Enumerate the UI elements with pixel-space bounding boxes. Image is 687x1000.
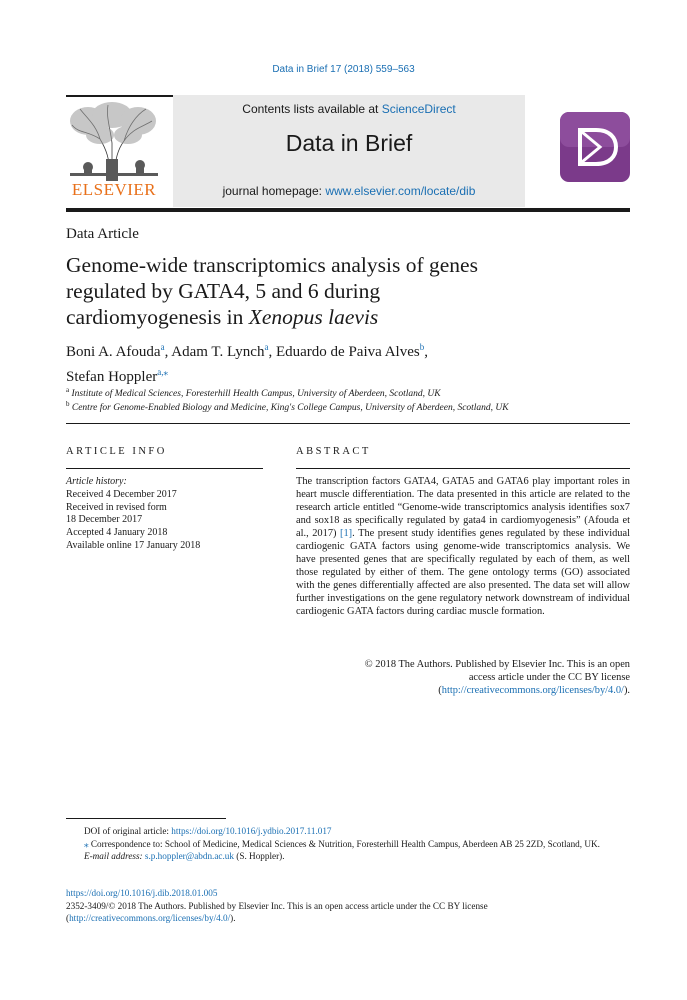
email-link[interactable]: s.p.hoppler@abdn.ac.uk xyxy=(144,851,234,862)
footnote-rule xyxy=(66,818,226,819)
copyright-line-2: access article under the CC BY license xyxy=(468,672,630,684)
license-close: ). xyxy=(623,685,630,697)
sciencedirect-link[interactable]: ScienceDirect xyxy=(381,102,456,116)
affiliation-text: Centre for Genome-Enabled Biology and Medicine, King's College Campus, University of Aberdeen, Scotland, UK xyxy=(71,403,509,414)
affiliation-mark[interactable]: a xyxy=(264,342,269,352)
original-article-doi xyxy=(66,825,630,838)
bottom-license-link[interactable]: http://creativecommons.org/licenses/by/4.0/ xyxy=(69,913,231,924)
affiliation-b xyxy=(66,400,509,413)
affiliation-letter: b xyxy=(66,400,70,408)
journal-citation[interactable]: Data in Brief 17 (2018) 559–563 xyxy=(272,64,415,75)
article-info-rule xyxy=(66,468,263,469)
copyright-line-3 xyxy=(296,684,630,697)
title-line-3-plain: cardiomyogenesis in xyxy=(66,305,249,329)
author-name: Eduardo de Paiva Alves xyxy=(275,344,420,360)
license-open: ( xyxy=(438,685,442,697)
journal-title: Data in Brief xyxy=(285,130,413,156)
history-line: Accepted 4 January 2018 xyxy=(66,527,168,539)
article-doi-link[interactable]: https://doi.org/10.1016/j.dib.2018.01.005 xyxy=(66,888,218,898)
article-info-heading: ARTICLE INFO xyxy=(66,446,167,457)
title-line-2: regulated by GATA4, 5 and 6 during xyxy=(66,279,381,303)
title-line-1: Genome-wide transcriptomics analysis of genes xyxy=(66,253,478,277)
contents-availability xyxy=(173,102,525,116)
title-line-3 xyxy=(66,304,606,330)
author-name: Stefan Hoppler xyxy=(66,369,158,385)
abstract-rule xyxy=(296,468,630,469)
header-bottom-rule xyxy=(66,208,630,212)
history-title: Article history: xyxy=(66,476,127,487)
affiliation-mark[interactable]: a xyxy=(160,342,165,352)
affiliation-text: Institute of Medical Sciences, Foresterhill Health Campus, University of Aberdeen, Scotland, UK xyxy=(71,389,441,400)
license-link[interactable]: http://creativecommons.org/licenses/by/4.0/ xyxy=(441,685,624,697)
history-line: Received in revised form xyxy=(66,501,167,513)
abstract-body xyxy=(296,475,630,619)
email-label: E-mail address: xyxy=(84,851,145,862)
correspondence-mark: ⁎ xyxy=(84,838,89,849)
reference-link[interactable]: [1] xyxy=(340,528,353,540)
species-name: Xenopus laevis xyxy=(248,305,379,329)
contents-prefix: Contents lists available at xyxy=(242,102,382,116)
author-name: Adam T. Lynch xyxy=(171,344,265,360)
doi-label: DOI of original article: xyxy=(84,826,172,836)
article-title xyxy=(66,252,606,330)
affiliation-mark[interactable]: b xyxy=(419,342,425,352)
article-type: Data Article xyxy=(66,226,139,242)
bottom-license-line xyxy=(66,912,630,925)
correspondence-text: Correspondence to: School of Medicine, Medical Sciences & Nutrition, Foresterhill Health Campus, Aberdeen AB 25 2ZD, Scotland, UK. xyxy=(88,838,600,849)
author-name: Boni A. Afouda xyxy=(66,344,161,360)
history-line: Available online 17 January 2018 xyxy=(66,539,201,551)
journal-homepage xyxy=(173,184,525,198)
abstract-text-2: . The present study identifies genes regulated by these individual cardiogenic GATA factors using genome-wide transcriptomics analysis. We have presented genes that are specifically regulated by each of them, as well those regulated by either of them. The gene ontology terms (GO) associated with the genes differentially affected are also presented. The data set will allow further investigations on the gene regulatory network downstream of individual cardiogenic GATA factors during cardiac muscle formation. xyxy=(296,528,630,618)
email-suffix: (S. Hoppler). xyxy=(234,851,285,862)
affiliation-a xyxy=(66,386,441,399)
abstract-text-1: The transcription factors GATA4, GATA5 and GATA6 play important roles in heart muscle differentiation. The data presented in this article are related to the research article entitled “Genome-wide transcriptomics analysis identifies sox7 and sox18 as specifically regulated by gata4 in cardiomyogenesis” (Afouda et al., 2017) xyxy=(296,476,630,540)
license-open: ( xyxy=(66,913,70,924)
license-close: ). xyxy=(230,913,236,924)
original-doi-link[interactable]: https://doi.org/10.1016/j.ydbio.2017.11.017 xyxy=(171,826,332,836)
homepage-link[interactable]: www.elsevier.com/locate/dib xyxy=(325,184,476,198)
copyright-line-1: © 2018 The Authors. Published by Elsevier Inc. This is an open xyxy=(364,659,630,670)
affiliation-mark[interactable]: a,⁎ xyxy=(157,367,168,377)
footnotes xyxy=(66,825,630,863)
article-history xyxy=(66,476,266,553)
abstract-copyright xyxy=(296,658,630,697)
affiliation-divider xyxy=(66,423,630,424)
homepage-prefix: journal homepage: xyxy=(222,184,326,198)
issn-license-text: 2352-3409/© 2018 The Authors. Published by Elsevier Inc. This is an open access article under the CC BY license xyxy=(66,900,488,911)
history-line: 18 December 2017 xyxy=(66,514,143,526)
author-list: Boni A. Afouda$^a$, Adam T. Lynch$^a$, Eduardo de Paiva Alves$^b$, Stefan Hoppler$^{a,⁎}$ xyxy=(66,342,428,385)
correspondence-note xyxy=(66,838,630,851)
affiliation-letter: a xyxy=(66,386,70,394)
abstract-heading: ABSTRACT xyxy=(296,446,371,457)
elsevier-wordmark: ELSEVIER xyxy=(71,180,157,199)
history-line: Received 4 December 2017 xyxy=(66,488,177,500)
email-note xyxy=(66,850,630,863)
article-doi-license xyxy=(66,887,630,925)
data-in-brief-logo xyxy=(560,112,630,182)
